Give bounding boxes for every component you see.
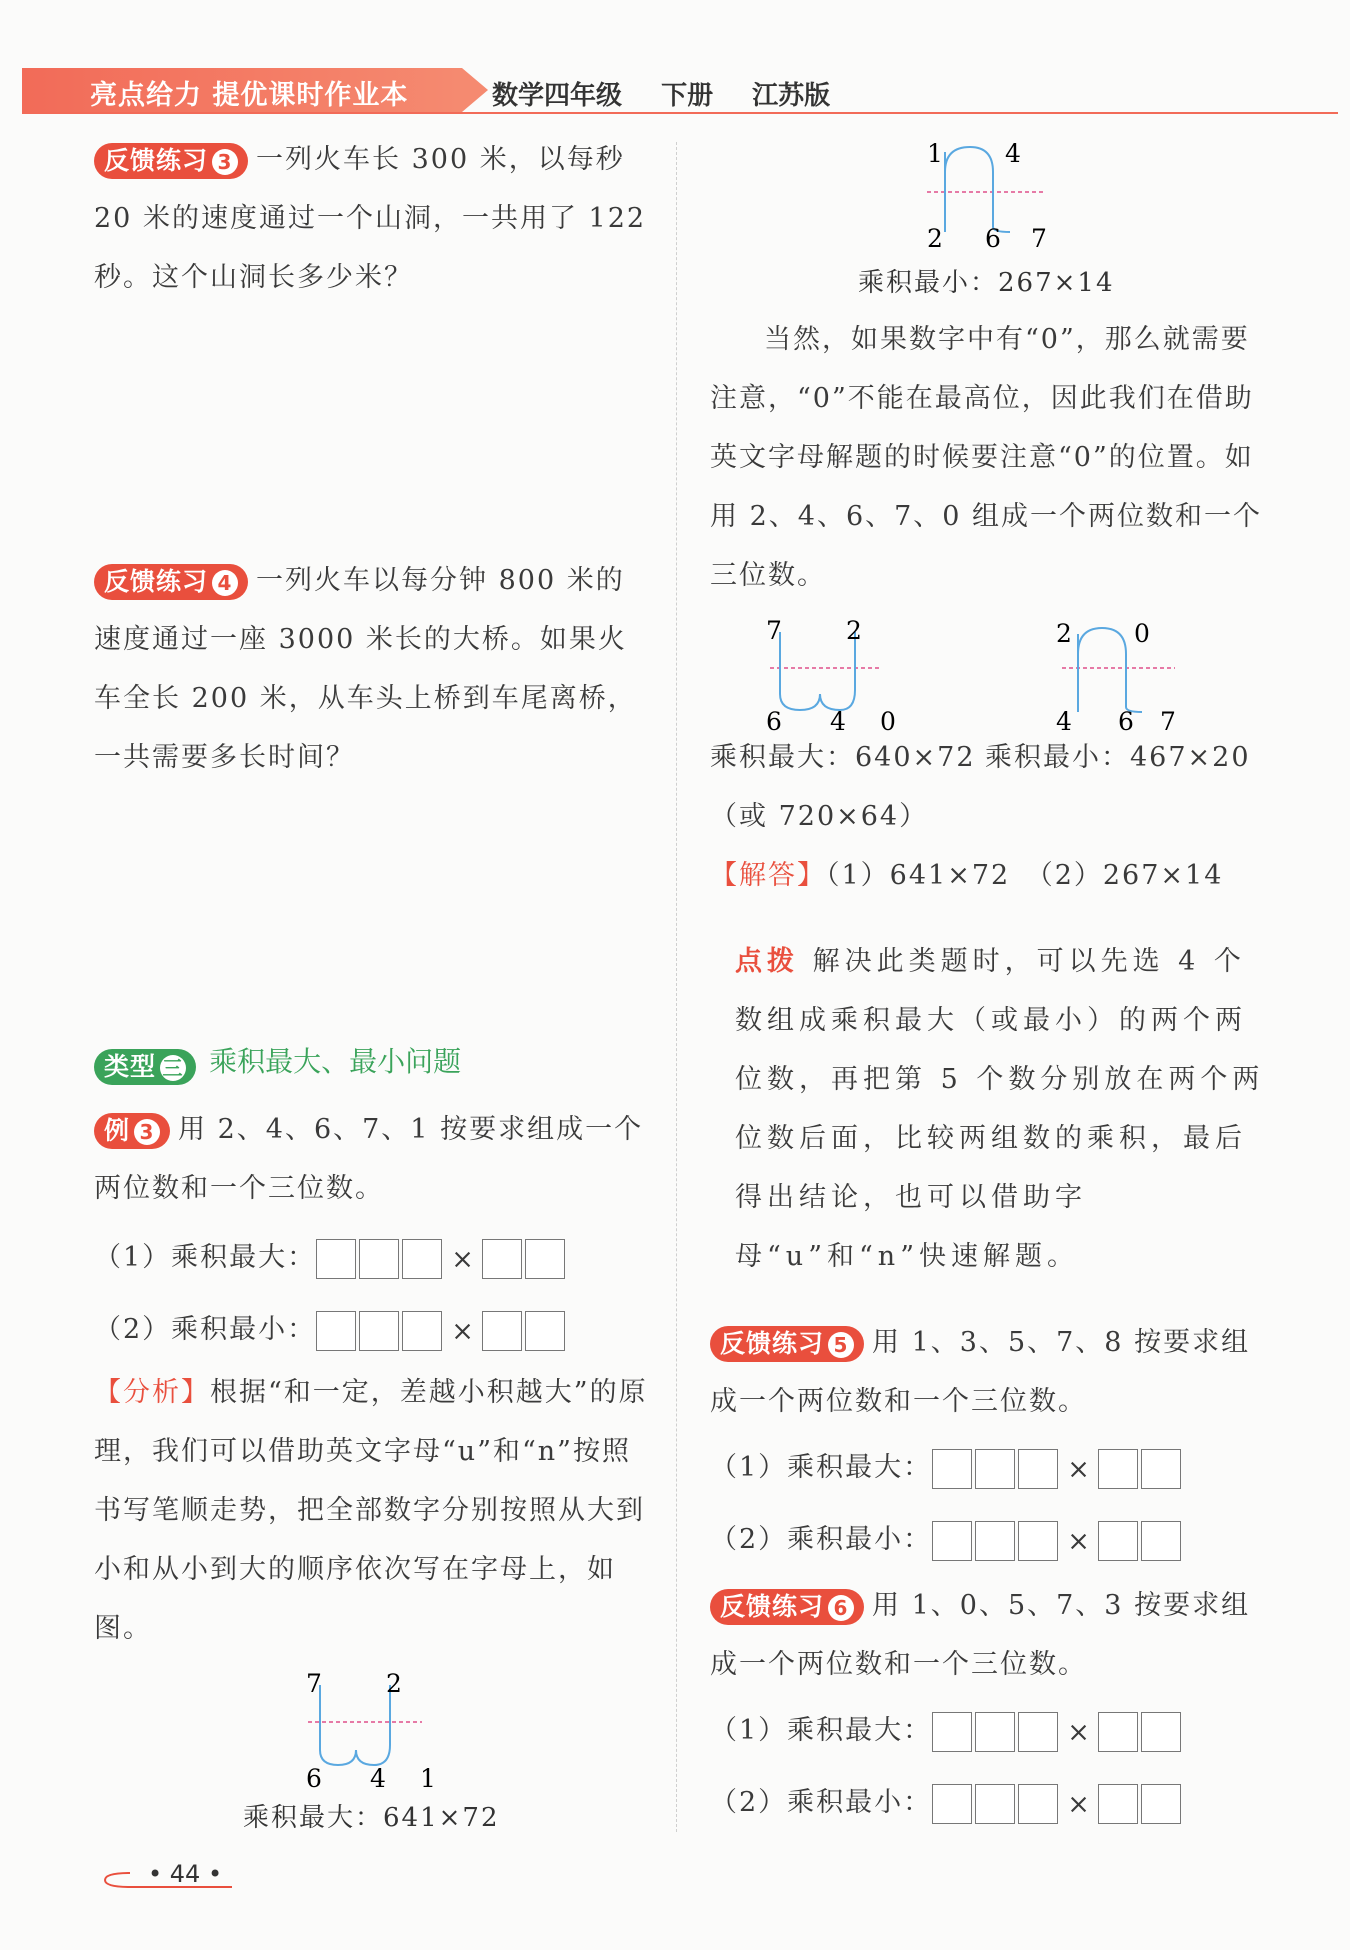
answer-boxes[interactable]: × bbox=[932, 1439, 1184, 1499]
book-info bbox=[492, 75, 830, 112]
exercise-text: 一列火车长 300 米，以每秒 20 米的速度通过一个山洞，一共用了 122 秒。这个山洞长多少米？ bbox=[94, 144, 647, 293]
type-heading bbox=[94, 1040, 461, 1085]
u-diagram bbox=[760, 612, 910, 737]
digit: 6 bbox=[306, 1764, 322, 1793]
n-diagram bbox=[915, 132, 1065, 257]
tip bbox=[735, 932, 1265, 1286]
exercise-5 bbox=[710, 1313, 1270, 1431]
digit: 1 bbox=[420, 1764, 436, 1793]
answer-boxes[interactable]: × bbox=[932, 1774, 1184, 1834]
caption-max: 乘积最大：640×72 bbox=[710, 742, 976, 773]
digit: 4 bbox=[830, 707, 846, 736]
digit: 6 bbox=[985, 224, 1001, 253]
edition: 江苏版 bbox=[752, 81, 831, 111]
exercise-badge: 反馈练习 3 bbox=[94, 143, 248, 179]
column-divider bbox=[676, 142, 677, 1832]
digit: 2 bbox=[1056, 619, 1072, 648]
exercise-text: 用 1、0、5、7、3 按要求组成一个两位数和一个三位数。 bbox=[710, 1590, 1251, 1680]
type-badge: 类型 三 bbox=[94, 1049, 196, 1085]
analysis bbox=[94, 1363, 649, 1658]
example-q2: （2）乘积最小： × bbox=[94, 1300, 568, 1361]
example-3 bbox=[94, 1100, 649, 1218]
exercise-3 bbox=[94, 130, 649, 307]
analysis-label: 【分析】 bbox=[94, 1377, 210, 1408]
digit: 6 bbox=[1118, 707, 1134, 736]
caption-alt: （或 720×64） bbox=[710, 801, 929, 832]
caption-min: 乘积最小：467×20 bbox=[985, 742, 1251, 773]
exercise-6-q1: （1）乘积最大： × bbox=[710, 1701, 1184, 1762]
type-title: 乘积最大、最小问题 bbox=[209, 1045, 462, 1078]
series-title: 亮点给力 提优课时作业本 bbox=[90, 80, 409, 111]
tip-text: 解决此类题时，可以先选 4 个数组成乘积最大（或最小）的两个两位数，再把第 5 个数分别放在两个两位数后面，比较两组数的乘积，最后得出结论，也可以借助字母“u”和“n”快速解题。 bbox=[735, 946, 1265, 1272]
digit: 4 bbox=[1056, 707, 1072, 736]
digit: 7 bbox=[1031, 224, 1047, 253]
digit: 4 bbox=[370, 1764, 386, 1793]
diagram-caption: 乘积最大：641×72 bbox=[243, 1803, 500, 1833]
exercise-badge: 反馈练习 6 bbox=[710, 1589, 864, 1625]
digit: 1 bbox=[927, 139, 943, 168]
exercise-6 bbox=[710, 1576, 1270, 1694]
digit: 7 bbox=[306, 1669, 322, 1698]
exercise-5-q2: （2）乘积最小： × bbox=[710, 1510, 1184, 1571]
digit: 0 bbox=[1134, 619, 1150, 648]
exercise-badge: 反馈练习 5 bbox=[710, 1326, 864, 1362]
example-text: 用 2、4、6、7、1 按要求组成一个两位数和一个三位数。 bbox=[94, 1114, 644, 1204]
answer-text: （1）641×72 （2）267×14 bbox=[826, 860, 1224, 891]
subject: 数学四年级 bbox=[492, 81, 623, 111]
answer-boxes[interactable]: × bbox=[316, 1301, 568, 1361]
exercise-text: 用 1、3、5、7、8 按要求组成一个两位数和一个三位数。 bbox=[710, 1327, 1251, 1417]
exercise-6-q2: （2）乘积最小： × bbox=[710, 1773, 1184, 1834]
u-diagram bbox=[290, 1665, 450, 1795]
exercise-text: 一列火车以每分钟 800 米的速度通过一座 3000 米长的大桥。如果火车全长 200 米，从车头上桥到车尾离桥，一共需要多长时间？ bbox=[94, 565, 637, 773]
exercise-5-q1: （1）乘积最大： × bbox=[710, 1438, 1184, 1499]
volume: 下册 bbox=[661, 81, 714, 111]
diagram-caption: 乘积最小：267×14 bbox=[858, 268, 1115, 298]
answer-label: 【解答】 bbox=[710, 860, 826, 891]
example-q1: （1）乘积最大： × bbox=[94, 1228, 568, 1289]
exercise-4 bbox=[94, 551, 649, 787]
digit: 2 bbox=[846, 616, 862, 645]
answer-boxes[interactable]: × bbox=[932, 1511, 1184, 1571]
n-diagram bbox=[1050, 612, 1200, 737]
digit: 2 bbox=[386, 1669, 402, 1698]
page-number: • 44 • bbox=[148, 1860, 223, 1888]
digit: 2 bbox=[927, 224, 943, 253]
exercise-badge: 反馈练习 4 bbox=[94, 564, 248, 600]
digit: 7 bbox=[1160, 707, 1176, 736]
digit: 4 bbox=[1005, 139, 1021, 168]
digit: 0 bbox=[880, 707, 896, 736]
digit: 6 bbox=[766, 707, 782, 736]
header-rule bbox=[22, 112, 1338, 114]
digit: 7 bbox=[766, 616, 782, 645]
zero-note: 当然，如果数字中有“0”，那么就需要注意，“0”不能在最高位，因此我们在借助英文字母解题的时候要注意“0”的位置。如用 2、4、6、7、0 组成一个两位数和一个三位数。 bbox=[710, 324, 1263, 591]
example-badge: 例 3 bbox=[94, 1113, 170, 1149]
answer bbox=[710, 846, 1223, 905]
answer-boxes[interactable]: × bbox=[932, 1702, 1184, 1762]
page-number-decoration bbox=[100, 1870, 235, 1890]
answer-boxes[interactable]: × bbox=[316, 1229, 568, 1289]
tip-label: 点拨 bbox=[735, 946, 799, 977]
analysis-text: 根据“和一定，差越小积越大”的原理，我们可以借助英文字母“u”和“n”按照书写笔顺走势，把全部数字分别按照从大到小和从小到大的顺序依次写在字母上，如图。 bbox=[94, 1377, 648, 1644]
